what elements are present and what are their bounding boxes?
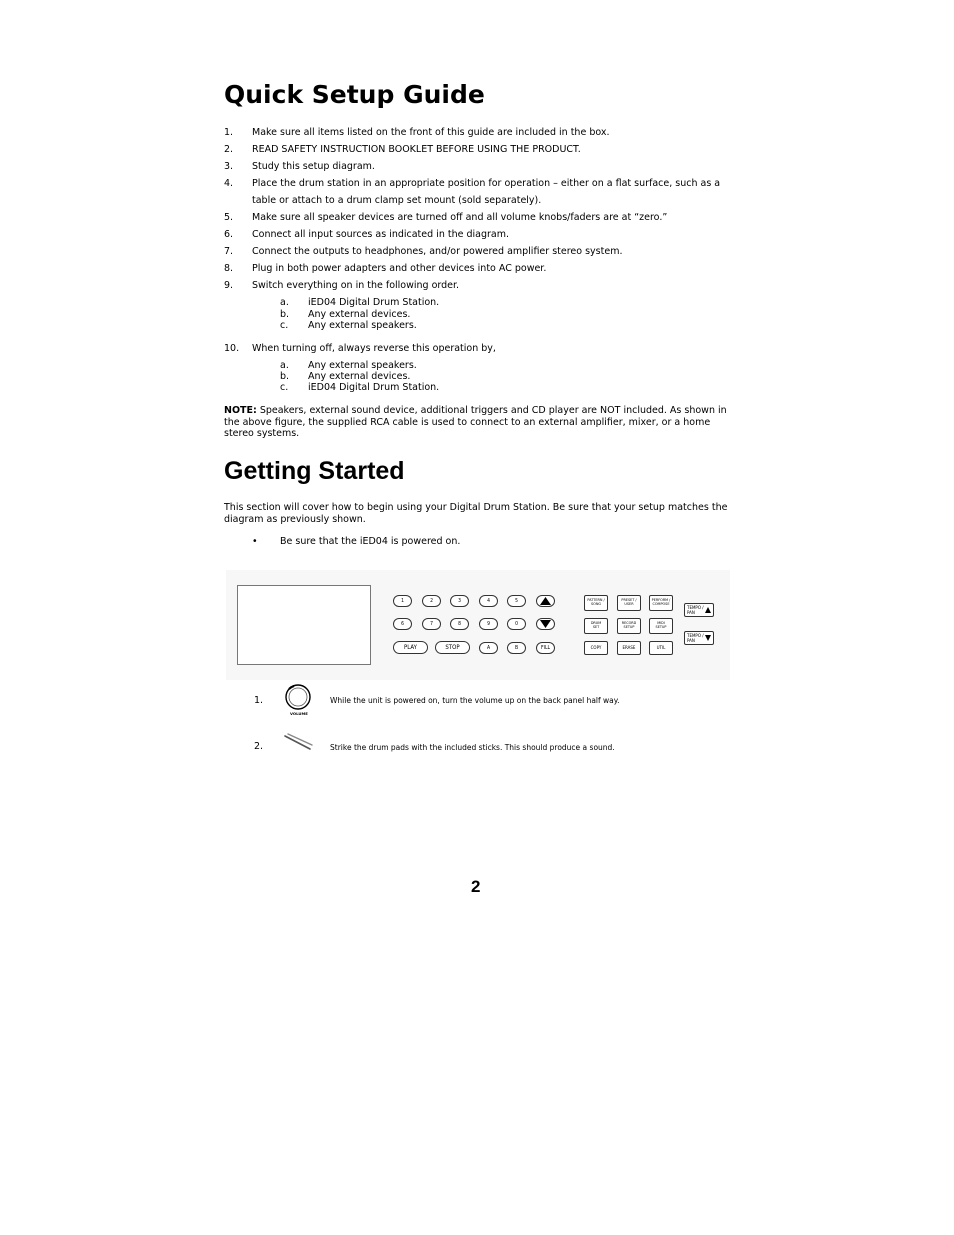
record-setup-button[interactable] bbox=[617, 618, 641, 634]
tempo-label-line: PAN bbox=[687, 609, 695, 615]
step-text: Place the drum station in an appropriate position for operation – either on a flat surface, such as a table or attach to a drum clamp set mount (sold separately). bbox=[252, 178, 721, 206]
pad-button-4[interactable]: 4 bbox=[479, 595, 498, 607]
stop-button[interactable]: STOP bbox=[435, 641, 470, 654]
button-label-line: COMPOSE bbox=[652, 602, 670, 606]
pad-button-9[interactable]: 9 bbox=[479, 618, 498, 630]
start-step-text: Strike the drum pads with the included sticks. This should produce a sound. bbox=[330, 743, 615, 752]
play-button[interactable]: PLAY bbox=[393, 641, 428, 654]
tempo-label bbox=[687, 606, 704, 615]
button-label-line: PERFORM / bbox=[651, 598, 671, 602]
button-label-line: SET bbox=[592, 625, 600, 629]
step-text: READ SAFETY INSTRUCTION BOOKLET BEFORE USING THE PRODUCT. bbox=[252, 144, 581, 155]
tempo-down-button[interactable] bbox=[684, 631, 714, 645]
step-text: Plug in both power adapters and other devices into AC power. bbox=[252, 263, 547, 274]
step-number: 8. bbox=[224, 263, 234, 274]
bullet-text: Be sure that the iED04 is powered on. bbox=[280, 536, 461, 547]
down-triangle-icon bbox=[705, 635, 711, 641]
start-step-text: While the unit is powered on, turn the volume up on the back panel half way. bbox=[330, 696, 620, 705]
start-step-number: 1. bbox=[254, 695, 264, 706]
fill-button[interactable]: FILL bbox=[536, 642, 555, 654]
note-label: NOTE: bbox=[224, 405, 257, 416]
substep-text: Any external devices. bbox=[308, 309, 411, 320]
button-label-line: SONG bbox=[591, 602, 601, 606]
pad-button-7[interactable]: 7 bbox=[422, 618, 441, 630]
perform-compose-button[interactable] bbox=[649, 595, 673, 611]
substep-text: iED04 Digital Drum Station. bbox=[308, 297, 440, 308]
pad-button-1[interactable]: 1 bbox=[393, 595, 412, 607]
step-number: 4. bbox=[224, 178, 234, 189]
step-number: 2. bbox=[224, 144, 234, 155]
down-arrow-icon bbox=[540, 620, 551, 628]
bullet-dot: • bbox=[252, 536, 258, 547]
step-number: 1. bbox=[224, 127, 234, 138]
midi-setup-button[interactable] bbox=[649, 618, 673, 634]
substep-letter: a. bbox=[280, 360, 289, 371]
drum-set-button[interactable] bbox=[584, 618, 608, 634]
down-arrow-button[interactable] bbox=[536, 618, 555, 630]
step-number: 9. bbox=[224, 280, 234, 291]
pad-button-3[interactable]: 3 bbox=[450, 595, 469, 607]
drum-sticks-icon bbox=[283, 733, 313, 753]
pattern-song-button[interactable] bbox=[584, 595, 608, 611]
note-text: Speakers, external sound device, additional triggers and CD player are NOT included. As shown in the above figure, the supplied RCA cable is used to connect to an external amplifier, mixer, or a home stereo systems. bbox=[224, 405, 727, 439]
copy-button[interactable]: COPY bbox=[584, 641, 608, 655]
util-button[interactable]: UTIL bbox=[649, 641, 673, 655]
tempo-label-line: TEMPO / bbox=[687, 605, 704, 610]
substep-text: Any external devices. bbox=[308, 371, 411, 382]
step-number: 5. bbox=[224, 212, 234, 223]
substep-letter: c. bbox=[280, 320, 289, 331]
step-number: 6. bbox=[224, 229, 234, 240]
tempo-label bbox=[687, 634, 704, 643]
quick-setup-title: Quick Setup Guide bbox=[224, 80, 485, 109]
button-label-line: RECORD bbox=[621, 621, 637, 625]
control-panel-diagram bbox=[226, 570, 730, 680]
step-text: Make sure all items listed on the front of this guide are included in the box. bbox=[252, 127, 610, 138]
pad-button-2[interactable]: 2 bbox=[422, 595, 441, 607]
pad-button-5[interactable]: 5 bbox=[507, 595, 526, 607]
substep-letter: b. bbox=[280, 371, 290, 382]
button-label-line: USER bbox=[624, 602, 634, 606]
start-step-number: 2. bbox=[254, 741, 264, 752]
substep-letter: a. bbox=[280, 297, 289, 308]
substep-text: iED04 Digital Drum Station. bbox=[308, 382, 440, 393]
substep-text: Any external speakers. bbox=[308, 320, 417, 331]
getting-started-intro: This section will cover how to begin using your Digital Drum Station. Be sure that your setup matches the diagram as previously shown. bbox=[224, 502, 728, 525]
substep-letter: c. bbox=[280, 382, 289, 393]
up-arrow-button[interactable] bbox=[536, 595, 555, 607]
volume-knob-icon bbox=[284, 684, 314, 718]
substep-letter: b. bbox=[280, 309, 290, 320]
step-number: 10. bbox=[224, 343, 240, 354]
step-text: Switch everything on in the following order. bbox=[252, 280, 460, 291]
up-triangle-icon bbox=[705, 607, 711, 613]
button-label-line: SETUP bbox=[655, 625, 667, 629]
button-label-line: DRUM bbox=[590, 621, 602, 625]
note-paragraph bbox=[224, 405, 732, 440]
volume-label: VOLUME bbox=[290, 711, 308, 716]
button-label-line: PATTERN / bbox=[587, 598, 605, 602]
getting-started-title: Getting Started bbox=[224, 457, 405, 485]
page-number: 2 bbox=[471, 877, 481, 896]
pad-button-6[interactable]: 6 bbox=[393, 618, 412, 630]
button-label-line: PRESET / bbox=[621, 598, 637, 602]
step-number: 3. bbox=[224, 161, 234, 172]
button-label-line: MIDI bbox=[657, 621, 665, 625]
b-button[interactable]: B bbox=[507, 642, 526, 654]
lcd-screen bbox=[237, 585, 371, 665]
tempo-label-line: TEMPO / bbox=[687, 633, 704, 638]
tempo-up-button[interactable] bbox=[684, 603, 714, 617]
button-label-line: SETUP bbox=[623, 625, 635, 629]
step-text: Study this setup diagram. bbox=[252, 161, 375, 172]
step-text: When turning off, always reverse this operation by, bbox=[252, 343, 496, 354]
step-number: 7. bbox=[224, 246, 234, 257]
a-button[interactable]: A bbox=[479, 642, 498, 654]
pad-button-8[interactable]: 8 bbox=[450, 618, 469, 630]
up-arrow-icon bbox=[540, 597, 551, 605]
erase-button[interactable]: ERASE bbox=[617, 641, 641, 655]
tempo-label-line: PAN bbox=[687, 637, 695, 643]
pad-button-0[interactable]: 0 bbox=[507, 618, 526, 630]
step-text: Connect the outputs to headphones, and/or powered amplifier stereo system. bbox=[252, 246, 623, 257]
substep-text: Any external speakers. bbox=[308, 360, 417, 371]
step-text: Connect all input sources as indicated in the diagram. bbox=[252, 229, 509, 240]
preset-user-button[interactable] bbox=[617, 595, 641, 611]
step-text: Make sure all speaker devices are turned off and all volume knobs/faders are at “zero.” bbox=[252, 212, 668, 223]
